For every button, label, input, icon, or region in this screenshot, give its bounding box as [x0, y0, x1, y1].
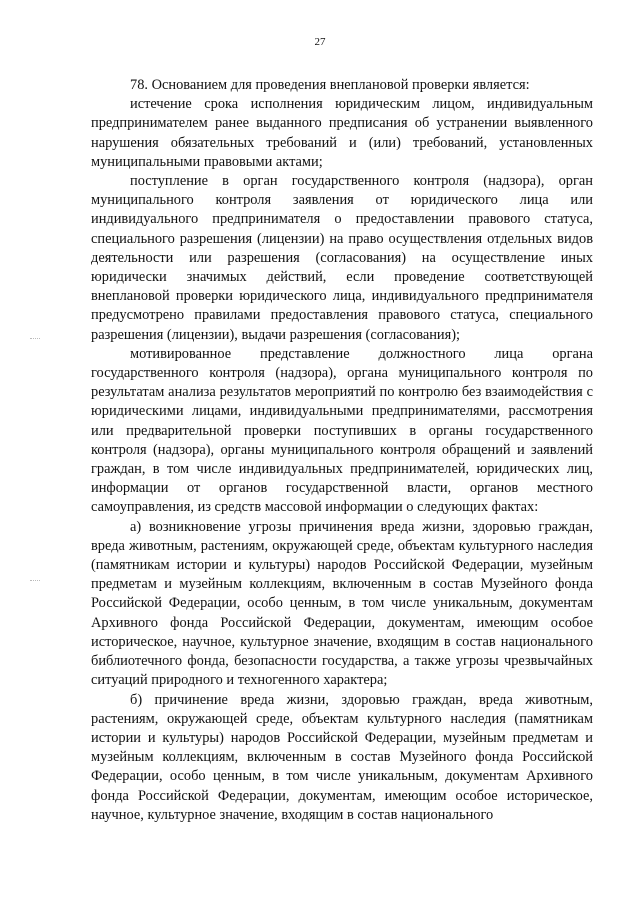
- paragraph-application-received: поступление в орган государственного контроля (надзора), орган муниципального контроля заявления от юридического лица или индивидуального предпринимателя о предоставлении правового статуса, специального разрешения (лицензии) на право осуществления отдельных видов деятельности или разрешения (согласования) на осуществление иных юридически значимых действий, если проведение соответствующей внеплановой проверки юридического лица, индивидуального предпринимателя предусмотрено правилами предоставления правового статуса, специального разрешения (лицензии), выдачи разрешения (согласования);: [91, 173, 593, 343]
- page-number: 27: [314, 36, 326, 48]
- section-heading-78: 78. Основанием для проведения внеплановой проверки является:: [130, 77, 530, 93]
- paragraph-prescription-expiry: истечение срока исполнения юридическим лицом, индивидуальным предпринимателем ранее выданного предписания об устранении выявленного нарушения обязательных требований и (или) требований, установленных муниципальными правовыми актами;: [91, 96, 593, 170]
- paragraph-motivated-submission: мотивированное представление должностного лица органа государственного контроля (надзора), органа муниципального контроля по результатам анализа результатов мероприятий по контролю без взаимодействия с юридическими лицами, индивидуальными предпринимателями, рассмотрения или предварительной проверки поступивших в органы государственного контроля (надзора), органы муниципального контроля обращений и заявлений граждан, в том числе индивидуальных предпринимателей, юридических лиц, информации от органов государственной власти, органов местного самоуправления, из средств массовой информации о следующих фактах:: [91, 345, 593, 516]
- margin-scan-mark: [30, 580, 40, 581]
- document-body: [91, 76, 593, 825]
- paragraph-item-a: а) возникновение угрозы причинения вреда жизни, здоровью граждан, вреда животным, растениям, окружающей среде, объектам культурного наследия (памятникам истории и культуры) народов Российской Федерации, музейным предметам и музейным коллекциям, включенным в состав Музейного фонда Российской Федерации, особо ценным, в том числе уникальным, документам Архивного фонда Российской Федерации, документам, имеющим особое историческое, научное, культурное значение, входящим в состав национального библиотечного фонда, безопасности государства, а также угрозы чрезвычайных ситуаций природного и техногенного характера;: [91, 518, 593, 689]
- margin-scan-mark: [30, 338, 40, 339]
- paragraph-item-b: б) причинение вреда жизни, здоровью граждан, вреда животным, растениям, окружающей среде, объектам культурного наследия (памятникам истории и культуры) народов Российской Федерации, музейным предметам и музейным коллекциям, включенным в состав Музейного фонда Российской Федерации, особо ценным, в том числе уникальным, документам Архивного фонда Российской Федерации, документам, имеющим особое историческое, научное, культурное значение, входящим в состав национального: [91, 691, 593, 823]
